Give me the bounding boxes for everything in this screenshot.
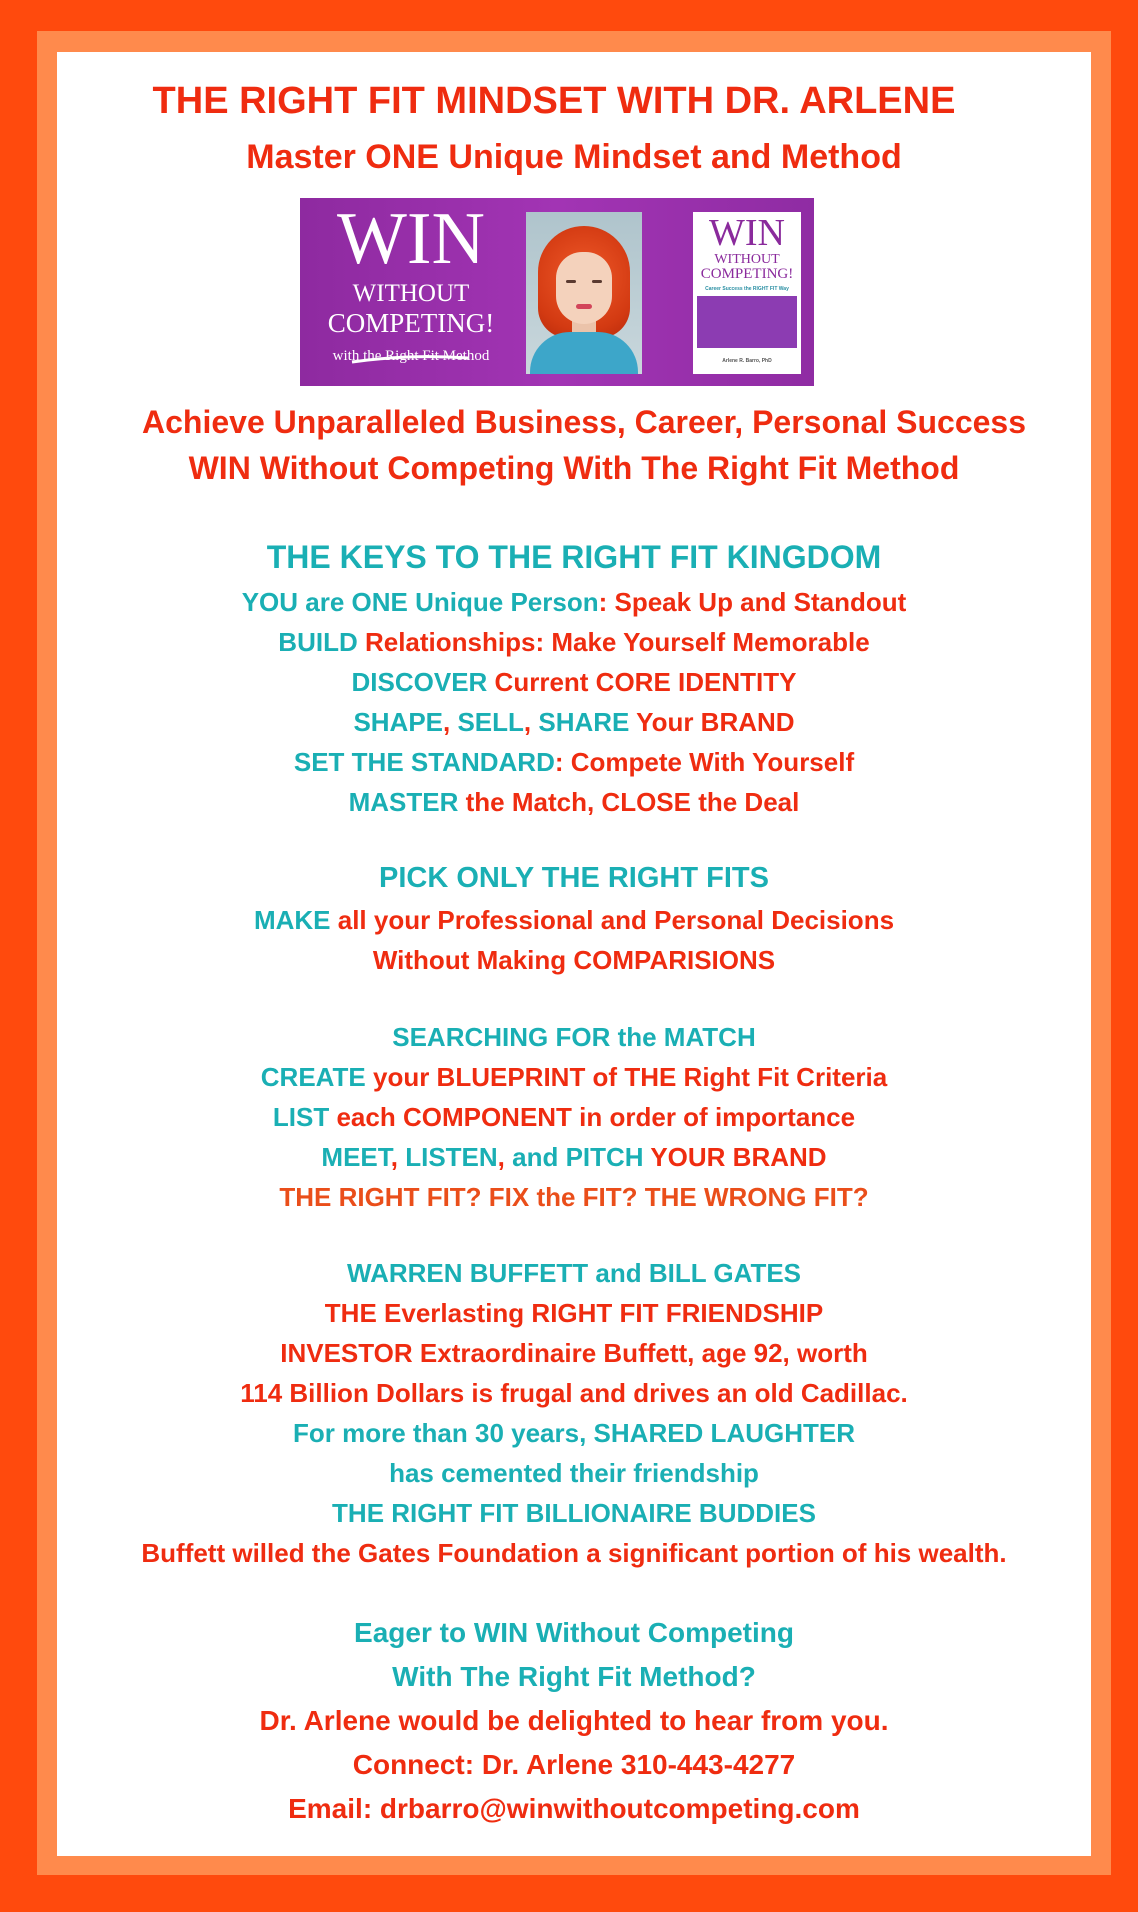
buffett-heading: WARREN BUFFETT and BILL GATES	[346, 1258, 802, 1288]
keys-line-2: BUILD Relationships: Make Yourself Memorable	[278, 627, 870, 657]
book-author: Arlene R. Barro, PhD	[722, 358, 772, 364]
buffett-line-3: 114 Billion Dollars is frugal and drives an old Cadillac.	[240, 1378, 908, 1408]
pick-line-1: MAKE all your Professional and Personal Decisions	[253, 905, 895, 935]
contact-email: Email: drbarro@winwithoutcompeting.com	[288, 1793, 860, 1824]
banner-competing: COMPETING!	[327, 308, 495, 338]
keys-heading: THE KEYS TO THE RIGHT FIT KINGDOM	[266, 539, 882, 575]
banner-win: WIN	[337, 198, 485, 280]
page-title: THE RIGHT FIT MINDSET WITH DR. ARLENE	[152, 80, 956, 122]
keys-line-1: YOU are ONE Unique Person: Speak Up and Standout	[241, 587, 907, 617]
keys-line-4: SHAPE, SELL, SHARE Your BRAND	[353, 707, 795, 737]
book-competing: COMPETING!	[700, 266, 794, 282]
book-banner	[300, 198, 814, 386]
buffett-line-4: For more than 30 years, SHARED LAUGHTER	[292, 1418, 855, 1448]
buffett-line-6: THE RIGHT FIT BILLIONAIRE BUDDIES	[332, 1498, 816, 1528]
contact-phone: Connect: Dr. Arlene 310-443-4277	[352, 1749, 796, 1780]
book-tagline: Career Success the RIGHT FIT Way	[705, 286, 789, 292]
swoosh-icon	[350, 354, 470, 366]
intro-line-2: WIN Without Competing With The Right Fit Method	[188, 450, 960, 486]
page-subtitle: Master ONE Unique Mindset and Method	[246, 138, 902, 176]
intro-line-1: Achieve Unparalleled Business, Career, Personal Success	[142, 404, 1026, 440]
search-line-3: MEET, LISTEN, and PITCH YOUR BRAND	[321, 1142, 827, 1172]
buffett-line-5: has cemented their friendship	[389, 1458, 759, 1488]
author-portrait	[526, 212, 642, 374]
keys-line-5: SET THE STANDARD: Compete With Yourself	[293, 747, 855, 777]
buffett-line-2: INVESTOR Extraordinaire Buffett, age 92, worth	[280, 1338, 868, 1368]
banner-tagline: with the Right Fit Method	[332, 348, 490, 364]
keys-line-6: MASTER the Match, CLOSE the Deal	[348, 787, 800, 817]
contact-line-3: Dr. Arlene would be delighted to hear from you.	[259, 1705, 889, 1736]
buffett-line-7: Buffett willed the Gates Foundation a significant portion of his wealth.	[141, 1538, 1007, 1568]
book-without: WITHOUT	[714, 252, 780, 267]
puzzle-icon	[697, 296, 797, 348]
pick-heading: PICK ONLY THE RIGHT FITS	[379, 862, 769, 894]
contact-line-2: With The Right Fit Method?	[392, 1661, 756, 1692]
search-line-4: THE RIGHT FIT? FIX the FIT? THE WRONG FIT?	[279, 1182, 869, 1212]
pick-line-2: Without Making COMPARISIONS	[372, 945, 776, 975]
search-line-1: CREATE your BLUEPRINT of THE Right Fit Criteria	[260, 1062, 888, 1092]
book-cover	[693, 212, 801, 374]
book-win: WIN	[709, 212, 785, 254]
banner-without: WITHOUT	[352, 280, 470, 307]
buffett-line-1: THE Everlasting RIGHT FIT FRIENDSHIP	[324, 1298, 824, 1328]
contact-line-1: Eager to WIN Without Competing	[354, 1617, 794, 1648]
search-heading: SEARCHING FOR the MATCH	[392, 1022, 756, 1052]
flyer-panel	[57, 52, 1091, 1856]
search-line-2: LIST each COMPONENT in order of importance	[272, 1102, 856, 1132]
keys-line-3: DISCOVER Current CORE IDENTITY	[351, 667, 797, 697]
